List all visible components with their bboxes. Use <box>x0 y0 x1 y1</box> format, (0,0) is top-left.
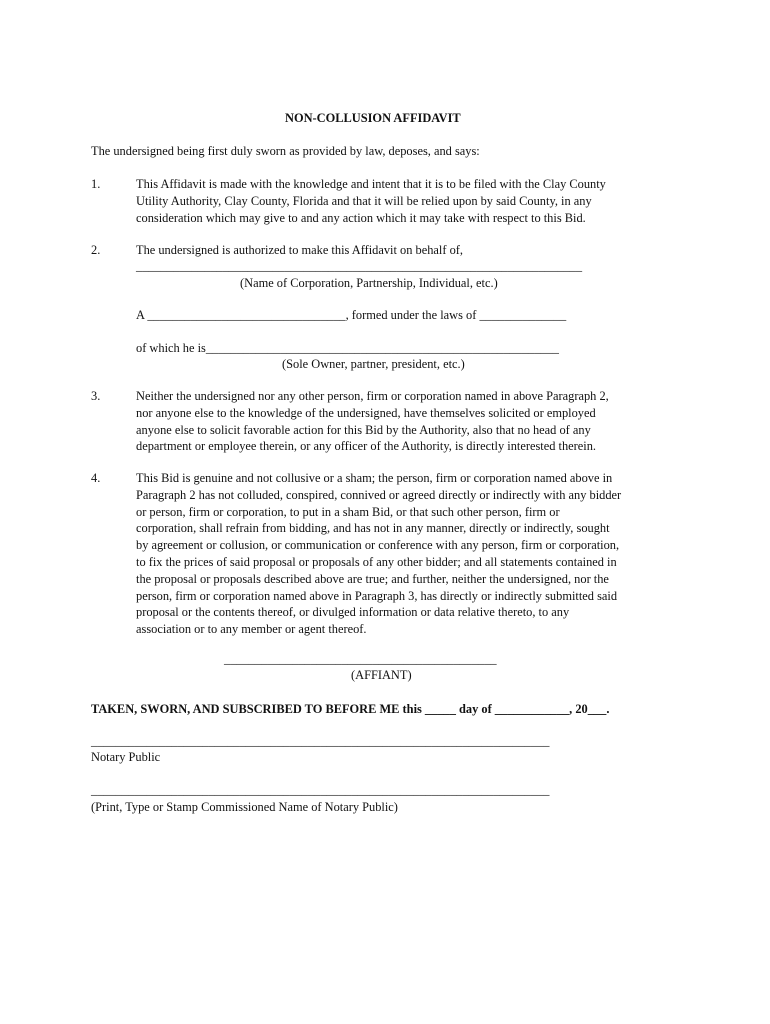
item-3-line: anyone else to solicit favorable action for this Bid by the Authority, also that no head of any <box>136 422 591 437</box>
item-2-text: The undersigned is authorized to make this Affidavit on behalf of, <box>136 243 464 257</box>
item-3-line: department or employee therein, or any officer of the Authority, is directly interested therein. <box>136 439 597 454</box>
item-2-number: 2. <box>91 243 101 257</box>
affiant-label: (AFFIANT) <box>351 668 412 682</box>
item-4-line: the proposal or proposals described above are true; and further, neither the undersigned, nor the <box>136 571 609 586</box>
item-1-number: 1. <box>91 177 101 191</box>
item-1-line: This Affidavit is made with the knowledge and intent that it is to be filed with the Clay County <box>136 177 606 191</box>
affiant-signature-line[interactable]: ____________________________________________ <box>224 652 497 666</box>
item-4-number: 4. <box>91 471 101 485</box>
item-4-line: person, firm or corporation named above in Paragraph 3, has directly or indirectly submitted said <box>136 588 618 603</box>
entity-name-blank[interactable]: ________________________________________________________________________ <box>136 259 583 273</box>
item-4-line: or person, firm or corporation, to put in a sham Bid, or that such other person, firm or <box>136 504 560 519</box>
item-4-line: This Bid is genuine and not collusive or a sham; the person, firm or corporation named above in <box>136 471 613 485</box>
item-4-line: corporation, shall refrain from bidding, and has not in any manner, directly or indirectly, sought <box>136 521 610 536</box>
item-3-text <box>136 388 696 455</box>
notary-signature-line[interactable]: __________________________________________________________________________ <box>91 734 550 748</box>
item-1-text <box>136 176 696 226</box>
notary-print-name-line[interactable]: __________________________________________________________________________ <box>91 783 550 797</box>
item-3-number: 3. <box>91 389 101 403</box>
item-4-line: proposal or the contents thereof, or divulged information or data relative thereto, to any <box>136 605 570 620</box>
notary-label: Notary Public <box>91 750 161 764</box>
entity-name-caption: (Name of Corporation, Partnership, Individual, etc.) <box>240 276 498 290</box>
item-3-line: nor anyone else to the knowledge of the undersigned, have themselves solicited or employed <box>136 405 596 420</box>
role-line[interactable]: of which he is_________________________________________________________ <box>136 341 559 355</box>
page-title: NON-COLLUSION AFFIDAVIT <box>285 111 461 125</box>
item-4-line: Paragraph 2 has not colluded, conspired, connived or agreed directly or indirectly with any bidder <box>136 487 622 502</box>
item-1-line: Utility Authority, Clay County, Florida and that it will be relied upon by said County, in any <box>136 193 592 208</box>
item-3-line: Neither the undersigned nor any other person, firm or corporation named in above Paragraph 2, <box>136 389 609 403</box>
item-4-line: association or to any member or agent thereof. <box>136 622 367 637</box>
item-4-text <box>136 470 696 638</box>
item-4-line: by agreement or collusion, or communication or conference with any person, firm or corporation, <box>136 538 620 553</box>
notary-print-name-label: (Print, Type or Stamp Commissioned Name of Notary Public) <box>91 800 398 814</box>
role-caption: (Sole Owner, partner, president, etc.) <box>282 357 465 371</box>
formed-under-laws-line[interactable]: A ________________________________, formed under the laws of ______________ <box>136 308 567 322</box>
sworn-statement[interactable]: TAKEN, SWORN, AND SUBSCRIBED TO BEFORE ME this _____ day of ____________, 20___. <box>91 702 610 716</box>
intro-text: The undersigned being first duly sworn as provided by law, deposes, and says: <box>91 144 480 158</box>
item-4-line: to fix the prices of said proposal or proposals of any other bidder; and all statements contained in <box>136 554 617 569</box>
item-1-line: consideration which may give to and any action which it may take with respect to this Bid. <box>136 210 586 225</box>
